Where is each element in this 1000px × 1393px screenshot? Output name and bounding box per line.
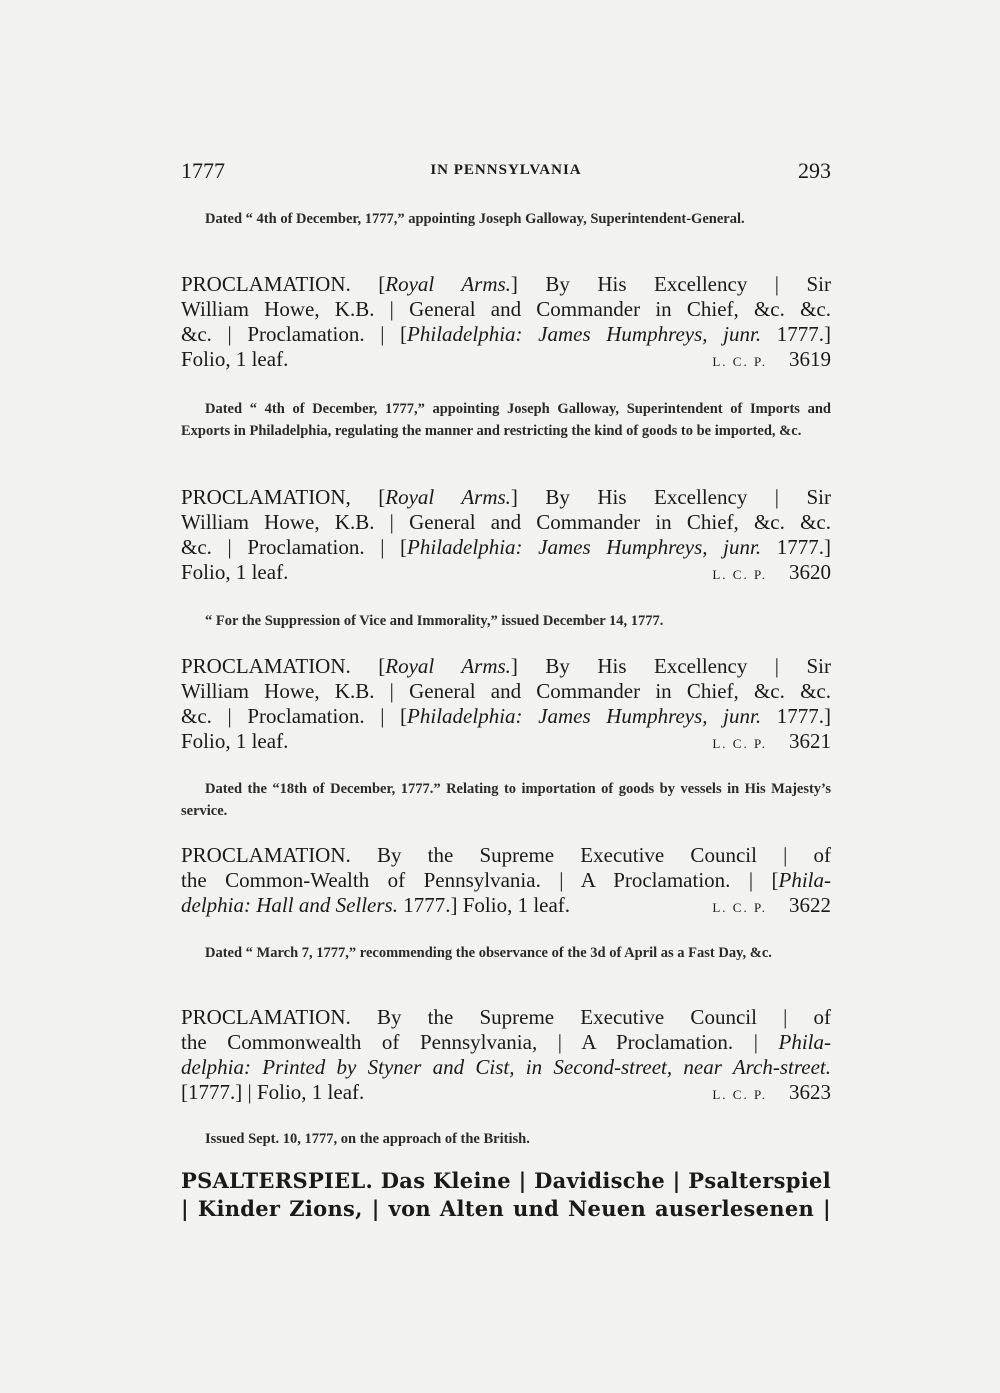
entry-number: 3623 bbox=[789, 1080, 831, 1104]
entry-line: [1777.] | Folio, 1 leaf. bbox=[181, 1080, 365, 1104]
entry-note: Dated “ 4th of December, 1777,” appointing Joseph Galloway, Superintendent of Imports and Exports in Philadelphia, regulating the manner and restricting the kind of goods to be imported, &c. bbox=[181, 401, 831, 439]
running-header bbox=[181, 158, 831, 188]
entry-line: Folio, 1 leaf. bbox=[181, 560, 289, 584]
entry-line: the Common-Wealth of Pennsylvania. | A Proclamation. | [Phila- bbox=[181, 868, 831, 892]
entry-line: the Commonwealth of Pennsylvania, | A Proclamation. | Phila- bbox=[181, 1030, 831, 1054]
entry-line: &c. | Proclamation. | [Philadelphia: James Humphreys, junr. 1777.] bbox=[181, 704, 831, 728]
entry-note: Dated “ March 7, 1777,” recommending the observance of the 3d of April as a Fast Day, &c. bbox=[205, 945, 772, 961]
page-number: 293 bbox=[798, 158, 831, 183]
entry-line: &c. | Proclamation. | [Philadelphia: James Humphreys, junr. 1777.] bbox=[181, 322, 831, 346]
entry-line: delphia: Hall and Sellers. 1777.] Folio, 1 leaf. bbox=[181, 893, 571, 917]
entry-line: Folio, 1 leaf. bbox=[181, 729, 289, 753]
entry-line: PROCLAMATION. By the Supreme Executive Council | of bbox=[181, 843, 831, 867]
fraktur-line: PSALTERSPIEL. Das Kleine | Davidische | Psalterspiel bbox=[181, 1168, 831, 1193]
closing-entry bbox=[181, 1167, 831, 1223]
entry-3622 bbox=[181, 843, 831, 918]
library-code: L. C. P. bbox=[712, 736, 767, 751]
entry-3621 bbox=[181, 654, 831, 754]
opening-note: Dated “ 4th of December, 1777,” appointing Joseph Galloway, Superintendent-General. bbox=[205, 211, 745, 227]
entry-number: 3620 bbox=[789, 560, 831, 584]
entry-number: 3621 bbox=[789, 729, 831, 753]
library-code: L. C. P. bbox=[712, 1087, 767, 1102]
entry-line: PROCLAMATION. By the Supreme Executive Council | of bbox=[181, 1005, 831, 1029]
entry-line: William Howe, K.B. | General and Commander in Chief, &c. &c. bbox=[181, 679, 831, 703]
header-year: 1777 bbox=[181, 158, 225, 183]
entry-3623 bbox=[181, 1005, 831, 1105]
header-title: IN PENNSYLVANIA bbox=[430, 162, 582, 178]
entry-line: &c. | Proclamation. | [Philadelphia: James Humphreys, junr. 1777.] bbox=[181, 535, 831, 559]
entry-3619 bbox=[181, 272, 831, 372]
entry-line: Folio, 1 leaf. bbox=[181, 347, 289, 371]
entry-line: William Howe, K.B. | General and Commander in Chief, &c. &c. bbox=[181, 297, 831, 321]
entry-note: “ For the Suppression of Vice and Immorality,” issued December 14, 1777. bbox=[205, 613, 664, 629]
library-code: L. C. P. bbox=[712, 567, 767, 582]
fraktur-line: | Kinder Zions, | von Alten und Neuen auserlesenen | bbox=[181, 1196, 831, 1221]
entry-line: PROCLAMATION. [Royal Arms.] By His Excellency | Sir bbox=[181, 654, 831, 678]
entry-note: Dated the “18th of December, 1777.” Relating to importation of goods by vessels in His Majesty’s service. bbox=[181, 781, 831, 819]
entry-3620 bbox=[181, 485, 831, 585]
entry-line: PROCLAMATION, [Royal Arms.] By His Excellency | Sir bbox=[181, 485, 831, 509]
entry-number: 3619 bbox=[789, 347, 831, 371]
entry-note: Issued Sept. 10, 1777, on the approach of the British. bbox=[205, 1131, 530, 1147]
library-code: L. C. P. bbox=[712, 354, 767, 369]
entry-number: 3622 bbox=[789, 893, 831, 917]
entry-line: William Howe, K.B. | General and Commander in Chief, &c. &c. bbox=[181, 510, 831, 534]
entry-line: PROCLAMATION. [Royal Arms.] By His Excellency | Sir bbox=[181, 272, 831, 296]
entry-line: delphia: Printed by Styner and Cist, in Second-street, near Arch-street. bbox=[181, 1055, 831, 1079]
library-code: L. C. P. bbox=[712, 900, 767, 915]
